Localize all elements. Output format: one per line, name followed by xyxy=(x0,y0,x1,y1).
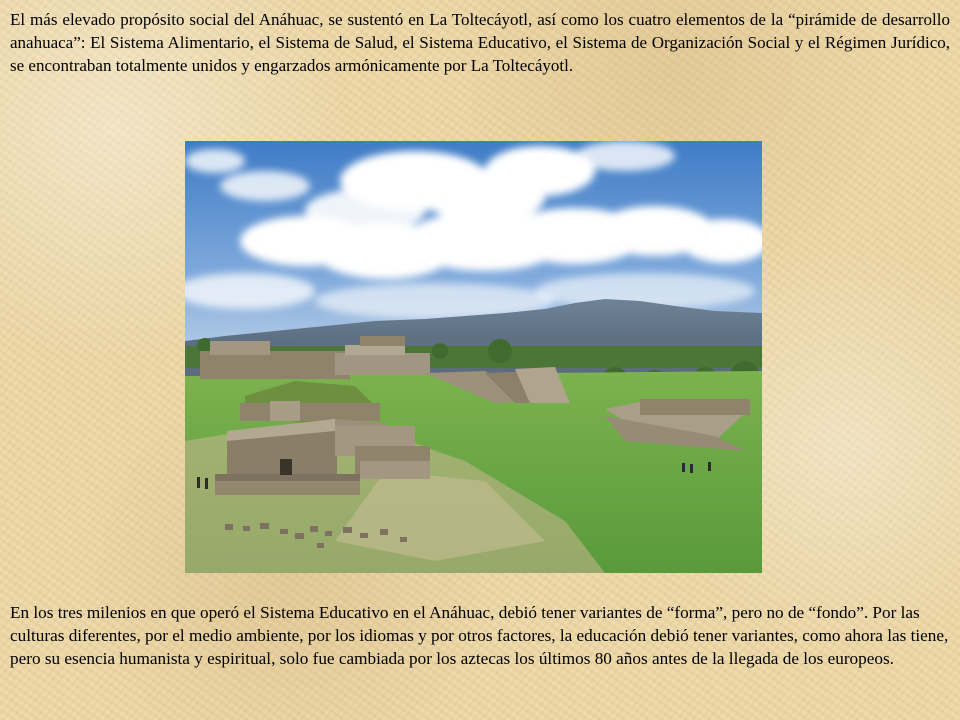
paragraph-bottom: En los tres milenios en que operó el Sistema Educativo en el Anáhuac, debió tener variantes de “forma”, pero no de “fondo”. Por las culturas diferentes, por el medio ambiente, por los idiomas y por otros factores, la educación debió tener variantes, como ahora las tiene, pero su esencia humanista y espiritual, solo fue cambiada por los aztecas los últimos 80 años antes de la llegada de los europeos. xyxy=(10,603,949,668)
paragraph-top: El más elevado propósito social del Anáhuac, se sustentó en La Toltecáyotl, así como los cuatro elementos de la “pirámide de desarrollo anahuaca”: El Sistema Alimentario, el Sistema de Salud, el Sistema Educativo, el Sistema de Organización Social y el Régimen Jurídico, se encontraban totalmente unidos y engarzados armónicamente por La Toltecáyotl. xyxy=(10,10,950,75)
monte-alban-landscape xyxy=(185,141,762,573)
archaeological-site-photo xyxy=(185,141,762,573)
